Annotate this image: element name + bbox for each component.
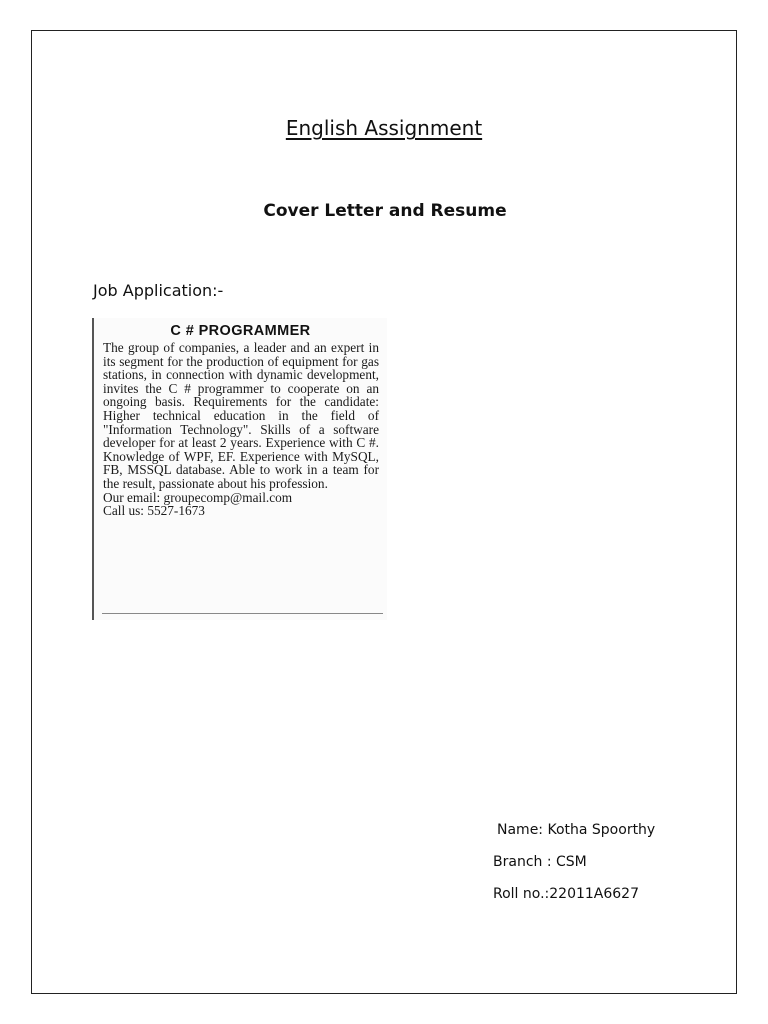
document-title: English Assignment [285, 116, 483, 140]
document-subtitle: Cover Letter and Resume [263, 201, 507, 221]
job-application-heading: Job Application:- [93, 281, 224, 300]
advertisement-title: C # PROGRAMMER [170, 323, 311, 339]
advertisement-phone: Call us: 5527-1673 [103, 503, 205, 519]
student-branch: Branch : CSM [493, 854, 587, 870]
job-advertisement-clipping [92, 318, 387, 620]
advertisement-email: Our email: groupecomp@mail.com [103, 489, 293, 505]
student-name: Name: Kotha Spoorthy [497, 822, 656, 838]
student-roll-number: Roll no.:22011A6627 [493, 886, 639, 902]
advertisement-body: The group of companies, a leader and an expert in its segment for the production of equipment for gas stations, in connection with dynamic development, invites the C # programmer to cooperate on an ongoing basis. Requirements for the candidate: Higher technical education in the field of "Information Technology". Skills of a software developer for at least 2 years. Experience with C #. Knowledge of WPF, EF. Experience with MySQL, FB, MSSQL database. Able to work in a team for the result, passionate about his profession. [103, 340, 379, 491]
